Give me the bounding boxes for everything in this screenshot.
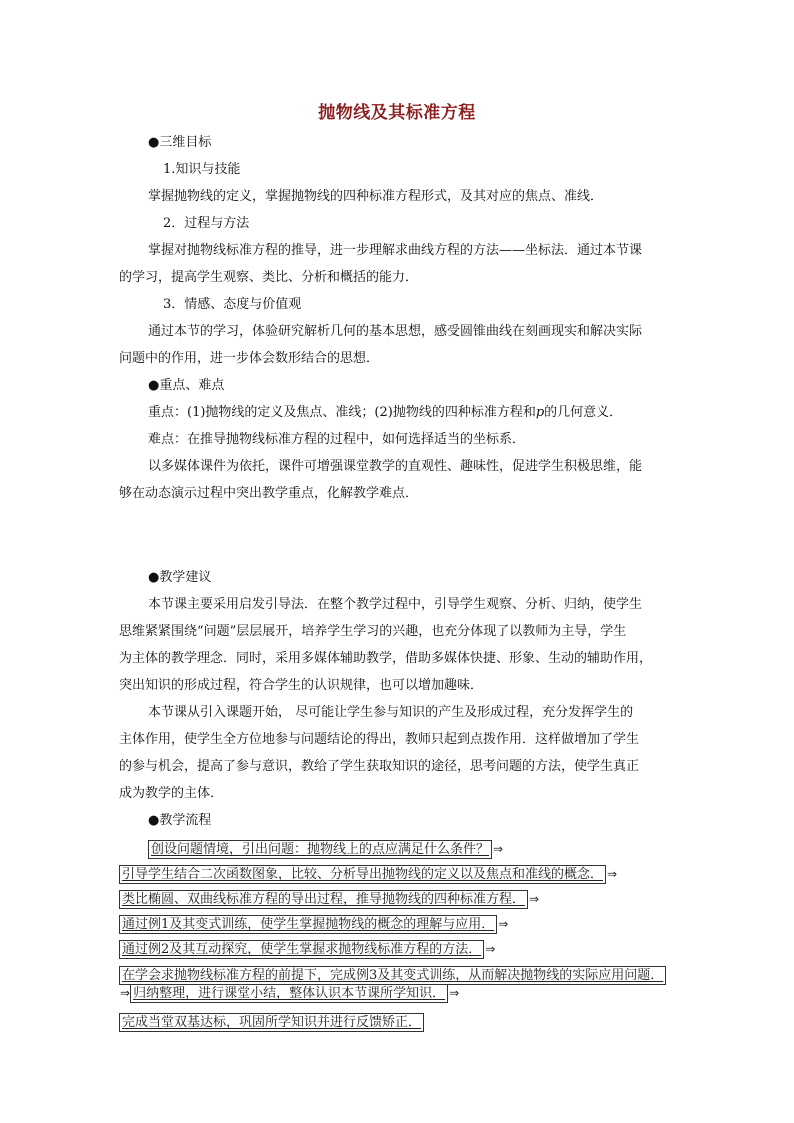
advice-text-5: 本节课从引入课题开始， 尽可能让学生参与知识的产生及形成过程，充分发挥学生的 [148, 705, 634, 720]
advice-text-1: 本节课主要采用启发引导法．在整个教学过程中，引导学生观察、分析、归纳，使学生 [148, 597, 643, 612]
key-points-text-b: 的几何意义． [544, 405, 623, 420]
advice-text-8: 成为教学的主体． [119, 786, 224, 801]
advice-text-3: 为主体的教学理念．同时，采用多媒体辅助教学，借助多媒体快捷、形象、生动的辅助作用， [119, 651, 653, 666]
media-text-2: 够在动态演示过程中突出教学重点，化解教学难点． [119, 486, 419, 501]
advice-text-4: 突出知识的形成过程，符合学生的认识规律，也可以增加趣味． [119, 678, 484, 693]
flow-step-box: 通过例1及其变式训练，使学生掌握抛物线的概念的理解与应用． [119, 915, 497, 934]
flow-step-box: 引导学生结合二次函数图象，比较、分析导出抛物线的定义以及焦点和准线的概念． [119, 865, 606, 884]
process-header: 2．过程与方法 [163, 216, 250, 231]
flow-step-2 [119, 865, 617, 884]
page-title: 抛物线及其标准方程 [318, 103, 476, 123]
goals-header: ●三维目标 [148, 135, 212, 150]
flow-header: ●教学流程 [148, 813, 212, 828]
advice-header: ●教学建议 [148, 570, 212, 585]
flow-step-3 [119, 890, 539, 909]
flow-arrow-icon: ⇒ [498, 917, 509, 931]
flow-step-box: 归纳整理，进行课堂小结，整体认识本节课所学知识． [130, 985, 448, 1003]
knowledge-text: 掌握抛物线的定义，掌握抛物线的四种标准方程形式，及其对应的焦点、准线． [148, 189, 604, 204]
advice-text-6: 主体作用，使学生全方位地参与问题结论的得出，教师只起到点拨作用．这样做增加了学生 [119, 732, 640, 747]
flow-step-5 [119, 940, 495, 959]
flow-step-4 [119, 915, 508, 934]
flow-step-8 [119, 1013, 424, 1032]
flow-arrow-icon: ⇒ [607, 867, 618, 881]
difficulty-text: 难点：在推导抛物线标准方程的过程中，如何选择适当的坐标系． [148, 432, 526, 447]
advice-text-7: 的参与机会，提高了参与意识，教给了学生获取知识的途径，思考问题的方法，使学生真正 [119, 759, 640, 774]
flow-arrow-icon: ⇒ [449, 986, 460, 1000]
process-text-2: 的学习，提高学生观察、类比、分析和概括的能力． [119, 270, 419, 285]
emotion-header: 3．情感、态度与价值观 [163, 297, 302, 312]
flow-step-box: 在学会求抛物线标准方程的前提下，完成例3及其变式训练，从而解决抛物线的实际应用问题． [119, 966, 666, 985]
flow-step-1 [148, 840, 503, 859]
media-text-1: 以多媒体课件为依托，课件可增强课堂教学的直观性、趣味性，促进学生积极思维，能 [148, 459, 643, 474]
key-points-text-a: 重点：(1)抛物线的定义及焦点、准线；(2)抛物线的四种标准方程和 [148, 405, 536, 420]
flow-step-7 [119, 985, 459, 1003]
emotion-text-1: 通过本节的学习，体验研究解析几何的基本思想，感受圆锥曲线在刻画现实和解决实际 [148, 324, 643, 339]
flow-arrow-icon: ⇒ [485, 942, 496, 956]
process-text-1: 掌握对抛物线标准方程的推导，进一步理解求曲线方程的方法——坐标法．通过本节课 [148, 243, 643, 258]
flow-arrow-icon: ⇒ [120, 986, 131, 1000]
flow-arrow-icon: ⇒ [493, 842, 504, 856]
flow-step-box: 通过例2及其互动探究，使学生掌握求抛物线标准方程的方法． [119, 940, 484, 959]
knowledge-header: 1.知识与技能 [163, 162, 241, 177]
flow-step-box: 类比椭圆、双曲线标准方程的导出过程，推导抛物线的四种标准方程． [119, 890, 528, 909]
flow-step-box: 创设问题情境，引出问题：抛物线上的点应满足什么条件？ [148, 840, 492, 859]
key-points [148, 404, 718, 422]
flow-arrow-icon: ⇒ [529, 892, 540, 906]
key-points-p: p [535, 405, 545, 420]
flow-step-box: 完成当堂双基达标，巩固所学知识并进行反馈矫正． [119, 1013, 424, 1032]
key-header: ●重点、难点 [148, 378, 225, 393]
flow-step-6 [119, 966, 666, 985]
advice-text-2: 思维紧紧围绕“问题”层层展开，培养学生学习的兴趣，也充分体现了以教师为主导，学生 [119, 624, 627, 639]
emotion-text-2: 问题中的作用，进一步体会数形结合的思想． [119, 351, 380, 366]
